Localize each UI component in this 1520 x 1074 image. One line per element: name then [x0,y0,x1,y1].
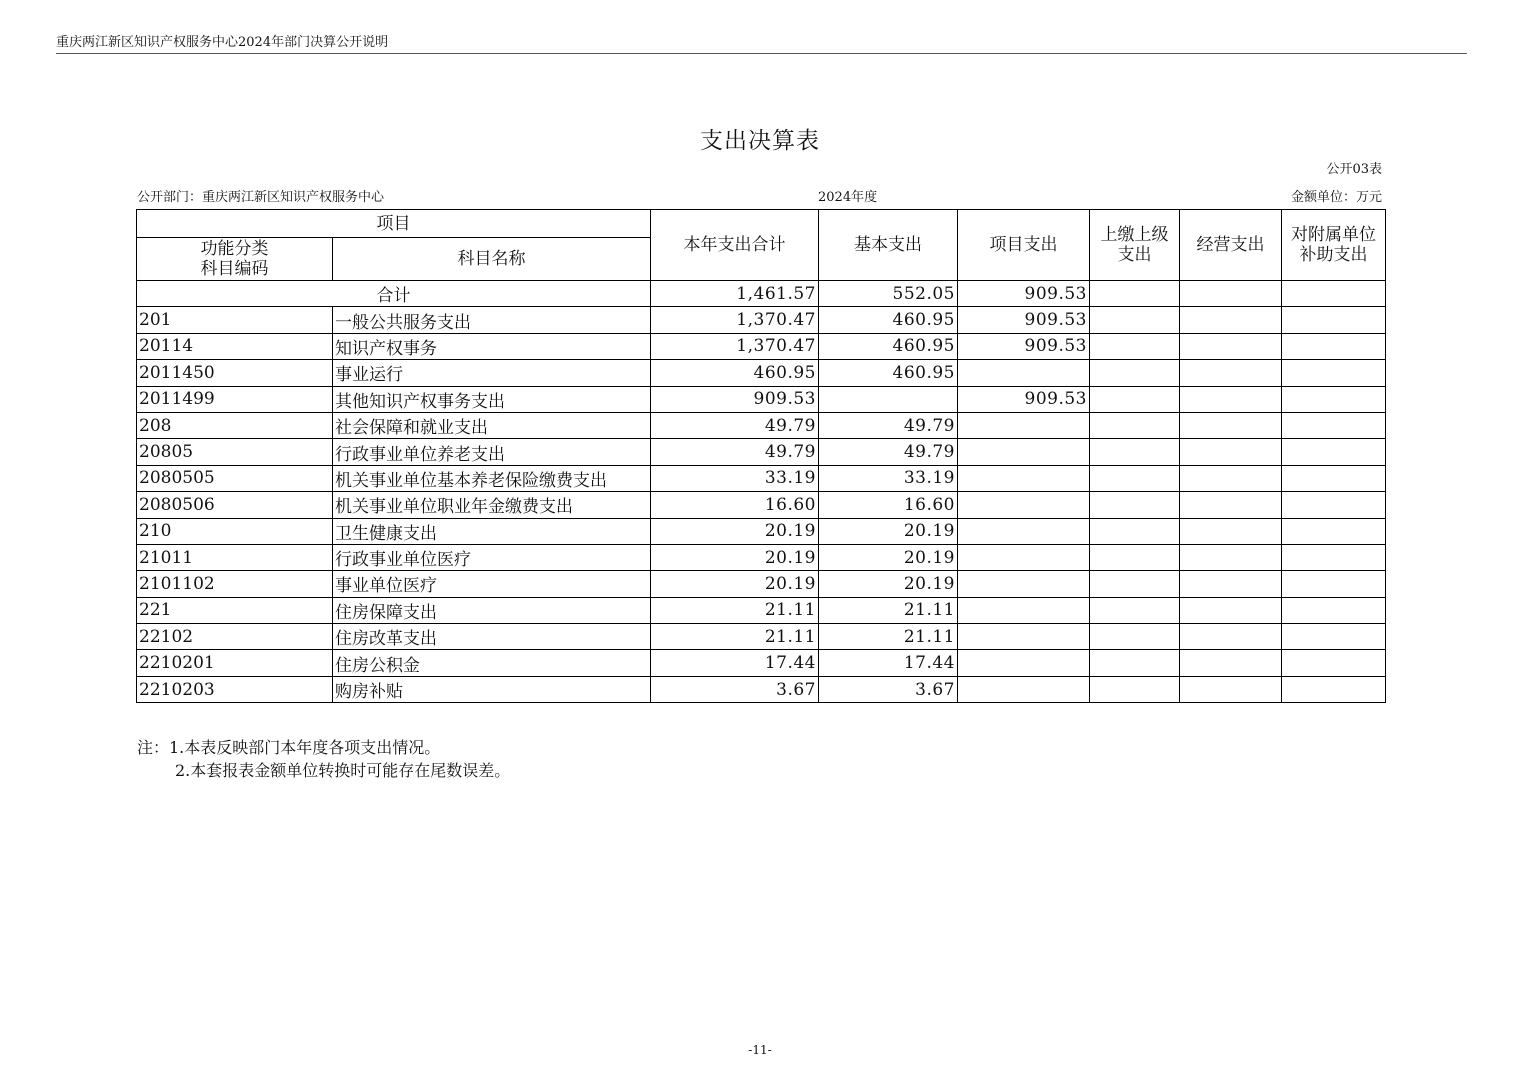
form-number: 公开03表 [1326,162,1382,177]
cell-total: 460.95 [651,360,819,386]
table-row [137,360,1386,386]
cell-business [1180,465,1282,491]
table-row [137,465,1386,491]
cell-business [1180,597,1282,623]
table-row [137,492,1386,518]
header-subsidy: 对附属单位 补助支出 [1282,210,1386,281]
page-number: -11- [748,1043,772,1057]
cell-business [1180,360,1282,386]
note-line-1: 注：1.本表反映部门本年度各项支出情况。 [137,738,441,757]
cell-subsidy [1282,412,1386,438]
cell-code: 210 [137,518,333,544]
amount-unit-label: 金额单位：万元 [1290,190,1382,205]
table-row [137,544,1386,570]
cell-code: 21011 [137,544,333,570]
table-row [137,307,1386,333]
cell-total: 3.67 [651,676,819,702]
cell-project [958,492,1090,518]
cell-subsidy [1282,465,1386,491]
cell-business [1180,624,1282,650]
cell-total: 909.53 [651,386,819,412]
cell-project [958,518,1090,544]
cell-code: 2210203 [137,676,333,702]
cell-basic: 33.19 [819,465,958,491]
cell-name: 知识产权事务 [333,333,651,359]
total-cell-basic: 552.05 [819,281,958,307]
table-row [137,412,1386,438]
table-row [137,571,1386,597]
cell-total: 49.79 [651,412,819,438]
cell-upper [1090,465,1180,491]
cell-business [1180,412,1282,438]
cell-subsidy [1282,439,1386,465]
cell-subsidy [1282,360,1386,386]
total-cell-business [1180,281,1282,307]
total-cell-subsidy [1282,281,1386,307]
cell-upper [1090,571,1180,597]
cell-basic: 20.19 [819,518,958,544]
cell-total: 20.19 [651,544,819,570]
cell-code: 2080505 [137,465,333,491]
header-basic: 基本支出 [819,210,958,281]
cell-code: 2011450 [137,360,333,386]
cell-upper [1090,676,1180,702]
cell-business [1180,333,1282,359]
cell-upper [1090,360,1180,386]
cell-name: 机关事业单位职业年金缴费支出 [333,492,651,518]
cell-project [958,412,1090,438]
table-row [137,518,1386,544]
cell-project [958,571,1090,597]
cell-total: 1,370.47 [651,307,819,333]
cell-project [958,650,1090,676]
cell-project [958,676,1090,702]
cell-total: 20.19 [651,518,819,544]
table-body [137,281,1386,703]
cell-project [958,624,1090,650]
note-line-2: 2.本套报表金额单位转换时可能存在尾数误差。 [175,761,511,780]
cell-subsidy [1282,571,1386,597]
cell-basic: 3.67 [819,676,958,702]
table-row [137,439,1386,465]
cell-name: 住房改革支出 [333,624,651,650]
cell-subsidy [1282,518,1386,544]
cell-name: 行政事业单位医疗 [333,544,651,570]
cell-upper [1090,386,1180,412]
header-divider [56,53,1467,54]
table-row [137,386,1386,412]
cell-business [1180,386,1282,412]
cell-code: 20805 [137,439,333,465]
cell-name: 购房补贴 [333,676,651,702]
cell-business [1180,544,1282,570]
header-upper: 上缴上级 支出 [1090,210,1180,281]
cell-total: 1,370.47 [651,333,819,359]
cell-total: 17.44 [651,650,819,676]
cell-code: 22102 [137,624,333,650]
table-notes [137,736,510,782]
cell-upper [1090,492,1180,518]
header-code: 功能分类 科目编码 [137,238,333,281]
cell-name: 行政事业单位养老支出 [333,439,651,465]
cell-upper [1090,650,1180,676]
cell-code: 2080506 [137,492,333,518]
header-name: 科目名称 [333,238,651,281]
cell-subsidy [1282,624,1386,650]
cell-subsidy [1282,333,1386,359]
total-cell-upper [1090,281,1180,307]
cell-project [958,465,1090,491]
cell-project: 909.53 [958,307,1090,333]
cell-basic: 460.95 [819,360,958,386]
cell-upper [1090,544,1180,570]
cell-basic: 49.79 [819,439,958,465]
cell-subsidy [1282,650,1386,676]
cell-code: 2101102 [137,571,333,597]
cell-upper [1090,412,1180,438]
table-row [137,333,1386,359]
total-row [137,281,1386,307]
cell-project: 909.53 [958,333,1090,359]
cell-code: 20114 [137,333,333,359]
cell-total: 20.19 [651,571,819,597]
header-total: 本年支出合计 [651,210,819,281]
cell-code: 208 [137,412,333,438]
table-row [137,650,1386,676]
cell-upper [1090,439,1180,465]
cell-basic: 20.19 [819,544,958,570]
cell-subsidy [1282,307,1386,333]
header-business: 经营支出 [1180,210,1282,281]
total-cell-project: 909.53 [958,281,1090,307]
running-header: 重庆两江新区知识产权服务中心2024年部门决算公开说明 [56,35,389,50]
cell-code: 221 [137,597,333,623]
cell-business [1180,307,1282,333]
cell-business [1180,650,1282,676]
cell-name: 社会保障和就业支出 [333,412,651,438]
cell-basic: 21.11 [819,624,958,650]
cell-total: 33.19 [651,465,819,491]
total-label: 合计 [137,281,651,307]
cell-project [958,597,1090,623]
cell-total: 21.11 [651,597,819,623]
cell-name: 事业单位医疗 [333,571,651,597]
header-project: 项目支出 [958,210,1090,281]
cell-upper [1090,518,1180,544]
department-label: 公开部门：重庆两江新区知识产权服务中心 [137,190,385,205]
cell-name: 机关事业单位基本养老保险缴费支出 [333,465,651,491]
cell-basic: 20.19 [819,571,958,597]
cell-name: 事业运行 [333,360,651,386]
cell-subsidy [1282,597,1386,623]
cell-project [958,544,1090,570]
cell-business [1180,571,1282,597]
total-cell-total: 1,461.57 [651,281,819,307]
cell-name: 一般公共服务支出 [333,307,651,333]
table-row [137,676,1386,702]
cell-name: 住房保障支出 [333,597,651,623]
cell-name: 住房公积金 [333,650,651,676]
cell-business [1180,518,1282,544]
cell-project [958,439,1090,465]
cell-basic: 17.44 [819,650,958,676]
cell-basic: 49.79 [819,412,958,438]
page-title: 支出决算表 [700,128,820,154]
table-row [137,597,1386,623]
table-row [137,624,1386,650]
cell-basic [819,386,958,412]
cell-subsidy [1282,676,1386,702]
cell-upper [1090,333,1180,359]
cell-subsidy [1282,544,1386,570]
cell-basic: 21.11 [819,597,958,623]
cell-subsidy [1282,492,1386,518]
cell-basic: 460.95 [819,307,958,333]
cell-code: 2011499 [137,386,333,412]
cell-name: 卫生健康支出 [333,518,651,544]
cell-code: 201 [137,307,333,333]
cell-upper [1090,624,1180,650]
cell-total: 49.79 [651,439,819,465]
cell-business [1180,676,1282,702]
cell-basic: 460.95 [819,333,958,359]
expenditure-table [136,209,1386,703]
cell-business [1180,439,1282,465]
cell-project: 909.53 [958,386,1090,412]
cell-project [958,360,1090,386]
cell-business [1180,492,1282,518]
cell-name: 其他知识产权事务支出 [333,386,651,412]
cell-basic: 16.60 [819,492,958,518]
header-item: 项目 [137,210,651,238]
cell-upper [1090,307,1180,333]
cell-upper [1090,597,1180,623]
cell-code: 2210201 [137,650,333,676]
cell-total: 16.60 [651,492,819,518]
fiscal-year-label: 2024年度 [818,190,878,205]
cell-subsidy [1282,386,1386,412]
cell-total: 21.11 [651,624,819,650]
